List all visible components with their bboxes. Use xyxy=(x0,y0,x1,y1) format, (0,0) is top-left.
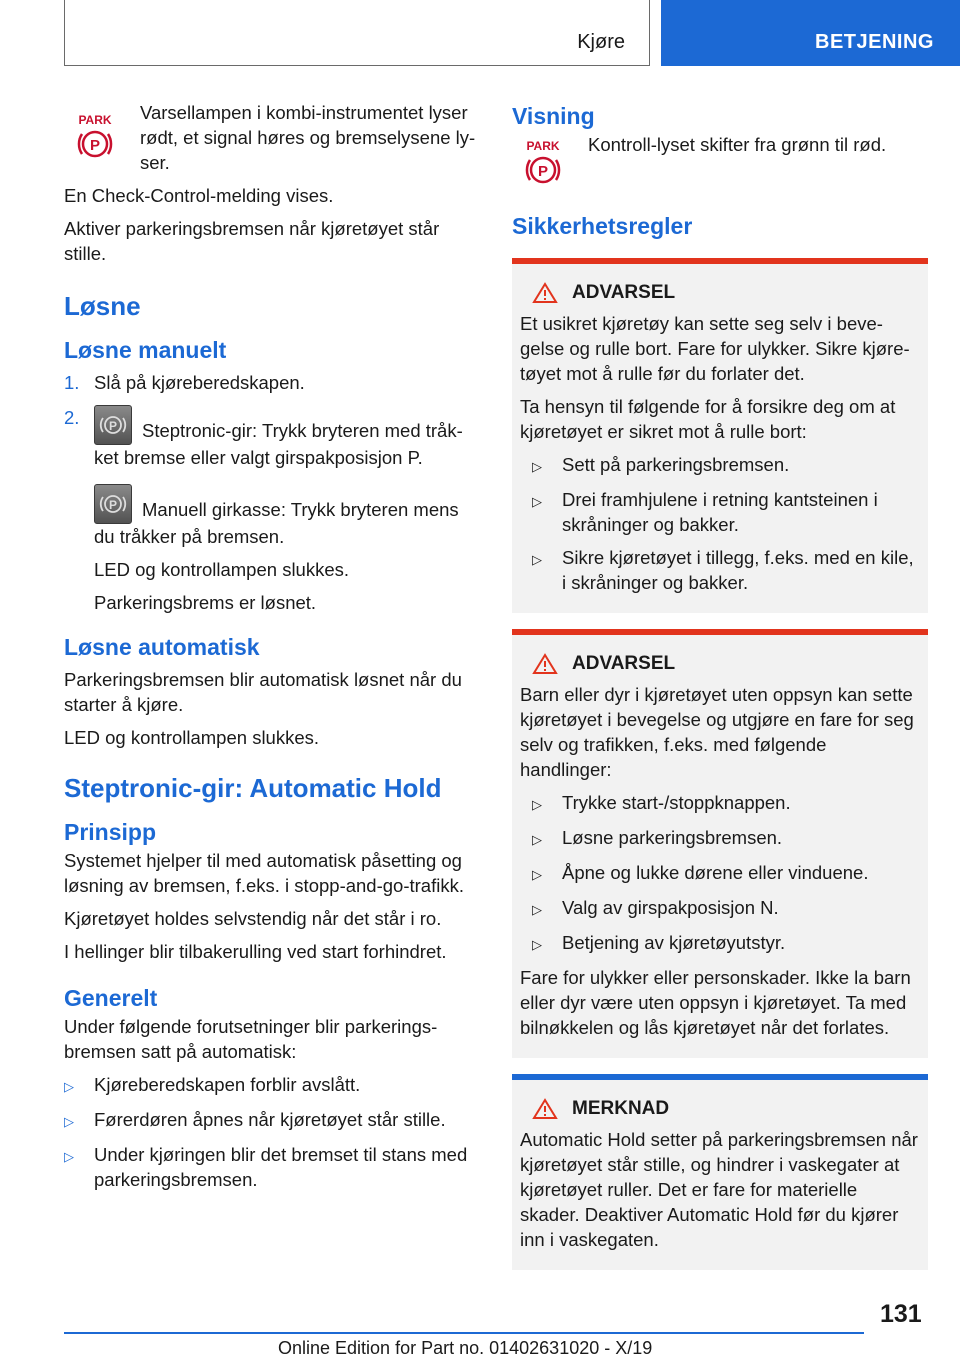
note-text: Automatic Hold setter på parkeringsbremsen når kjøretøyet står stille, og hindrer i vaskegater at kjøretøyet ruller. Det er fare for materielle skader. Deaktiver Automatic Hold før du kjører inn i vaskegaten. xyxy=(520,1129,918,1250)
released-text: Parkeringsbrems er løsnet. xyxy=(94,592,317,613)
heading-losne: Løsne xyxy=(64,291,141,321)
warning-box xyxy=(512,629,928,1058)
warning-text: Barn eller dyr i kjøretøyet uten oppsyn kan sette kjøretøyet i bevegelse og utgjøre en fare for seg selv og trafikken, f.eks. med følgende handlinger: xyxy=(520,684,914,780)
warning-title: ADVARSEL xyxy=(572,282,676,303)
generelt-list xyxy=(64,1072,480,1192)
auto-text: Parkeringsbremsen blir automatisk løsnet når du starter å kjøre. xyxy=(64,669,462,715)
step-text: Steptronic-gir: Trykk bryteren med tråkket bremse eller valgt girspakposisjon P. xyxy=(94,420,463,468)
activate-text: Aktiver parkeringsbremsen når kjøretøyet står stille. xyxy=(64,218,440,264)
manual-gearbox-text: Manuell girkasse: Trykk bryteren mens du tråkker på bremsen. xyxy=(94,499,459,547)
prinsipp-text-2: Kjøretøyet holdes selvstendig når det står i ro. xyxy=(64,908,442,929)
list-item-text: Drei framhjulene i retning kantsteinen i skråninger og bakker. xyxy=(562,489,878,535)
section-title: Kjøre xyxy=(577,31,625,53)
park-warning-row xyxy=(64,100,480,175)
bullet-triangle-icon: ▷ xyxy=(532,552,542,567)
list-item xyxy=(520,790,920,817)
list-item xyxy=(64,370,480,395)
warning-text: Fare for ulykker eller personskader. Ikke la barn eller dyr være uten oppsyn i kjøretøyet. Ta med bilnøkkelen og lås kjøretøyet når det forlates. xyxy=(520,967,911,1038)
generelt-text: Under følgende forutsetninger blir parkeringsbremsen satt på automatisk: xyxy=(64,1016,438,1062)
list-item-text: Sikre kjøretøyet i tillegg, f.eks. med en kile, i skråninger og bakker. xyxy=(562,547,914,593)
manual-gearbox-row xyxy=(64,484,480,549)
list-item-text: Trykke start-/stoppknappen. xyxy=(562,792,791,813)
list-item xyxy=(520,545,920,595)
svg-text:P: P xyxy=(108,498,118,512)
visning-row xyxy=(512,132,928,190)
bullet-triangle-icon: ▷ xyxy=(532,902,542,917)
warning-header xyxy=(520,651,920,676)
svg-text:PARK: PARK xyxy=(78,113,112,127)
footer-edition: Online Edition for Part no. 01402631020 - X/19 xyxy=(278,1338,653,1358)
warning-text: Et usikret kjøretøy kan sette seg selv i bevegelse og rulle bort. Fare for ulykker. Sikre kjøretøyet mot å rulle før du forlater det. xyxy=(520,313,910,384)
header-section-box xyxy=(64,0,650,66)
heading-sikkerhetsregler: Sikkerhetsregler xyxy=(512,213,693,239)
parking-brake-button-icon xyxy=(94,405,132,445)
bullet-triangle-icon: ▷ xyxy=(532,832,542,847)
release-steps-list xyxy=(64,370,480,470)
svg-text:P: P xyxy=(89,137,101,154)
list-item xyxy=(64,1072,480,1099)
warning-list xyxy=(520,452,920,595)
note-title: MERKNAD xyxy=(572,1098,670,1119)
svg-text:P: P xyxy=(537,163,549,180)
bullet-triangle-icon: ▷ xyxy=(532,867,542,882)
warning-triangle-icon xyxy=(532,653,558,675)
heading-visning: Visning xyxy=(512,103,595,129)
heading-losne-automatisk: Løsne automatisk xyxy=(64,634,260,660)
warning-title: ADVARSEL xyxy=(572,653,676,674)
warning-header xyxy=(520,280,920,305)
chapter-tab[interactable]: BETJENING xyxy=(661,0,960,66)
list-item-text: Under kjøringen blir det bremset til stans med parkeringsbremsen. xyxy=(94,1144,468,1190)
led-off-text: LED og kontrollampen slukkes. xyxy=(94,559,350,580)
page-number: 131 xyxy=(880,1300,922,1328)
warning-list xyxy=(520,790,920,957)
list-item-text: Åpne og lukke dørene eller vinduene. xyxy=(562,862,869,883)
bullet-triangle-icon: ▷ xyxy=(64,1079,74,1094)
bullet-triangle-icon: ▷ xyxy=(532,459,542,474)
left-column xyxy=(64,100,480,1200)
svg-text:PARK: PARK xyxy=(526,139,560,153)
list-item xyxy=(64,1107,480,1134)
bullet-triangle-icon: ▷ xyxy=(532,937,542,952)
bullet-triangle-icon: ▷ xyxy=(64,1114,74,1129)
list-item-text: Betjening av kjøretøyutstyr. xyxy=(562,932,786,953)
heading-automatic-hold: Steptronic-gir: Automatic Hold xyxy=(64,773,442,803)
visning-text: Kontroll-lyset skifter fra grønn til rød. xyxy=(588,134,887,155)
svg-text:P: P xyxy=(108,419,118,433)
list-item xyxy=(64,405,480,470)
heading-losne-manuelt: Løsne manuelt xyxy=(64,337,227,363)
list-item xyxy=(520,930,920,957)
list-item xyxy=(520,895,920,922)
list-item xyxy=(520,452,920,479)
list-item xyxy=(520,825,920,852)
footer-divider xyxy=(64,1332,864,1334)
note-header xyxy=(520,1096,920,1121)
note-box xyxy=(512,1074,928,1270)
list-item xyxy=(520,860,920,887)
heading-generelt: Generelt xyxy=(64,985,158,1011)
list-item xyxy=(520,487,920,537)
park-warning-text: Varsellampen i kombi-instrumentet lyser rødt, et signal høres og bremselysene lyser. xyxy=(140,102,476,173)
list-item-text: Sett på parkeringsbremsen. xyxy=(562,454,790,475)
park-brake-warning-icon xyxy=(522,138,564,190)
warning-triangle-icon xyxy=(532,282,558,304)
right-column xyxy=(512,100,928,1286)
warning-triangle-icon xyxy=(532,1098,558,1120)
parking-brake-button-icon xyxy=(94,484,132,524)
prinsipp-text-3: I hellinger blir tilbakerulling ved start forhindret. xyxy=(64,941,447,962)
list-item-text: Løsne parkeringsbremsen. xyxy=(562,827,783,848)
check-control-text: En Check-Control-melding vises. xyxy=(64,185,334,206)
step-number: 1. xyxy=(64,372,80,393)
park-brake-warning-icon xyxy=(74,112,116,164)
bullet-triangle-icon: ▷ xyxy=(532,494,542,509)
list-item-text: Førerdøren åpnes når kjøretøyet står stille. xyxy=(94,1109,446,1130)
list-item-text: Valg av girspakposisjon N. xyxy=(562,897,779,918)
bullet-triangle-icon: ▷ xyxy=(532,797,542,812)
bullet-triangle-icon: ▷ xyxy=(64,1149,74,1164)
warning-text: Ta hensyn til følgende for å forsikre deg om at kjøretøyet er sikret mot å rulle bort: xyxy=(520,396,896,442)
list-item xyxy=(64,1142,480,1192)
step-text: Slå på kjørеberedskapen. xyxy=(94,372,305,393)
heading-prinsipp: Prinsipp xyxy=(64,819,157,845)
prinsipp-text-1: Systemet hjelper til med automatisk påsetting og løsning av bremsen, f.eks. i stopp-and-go-trafikk. xyxy=(64,850,464,896)
step-number: 2. xyxy=(64,407,80,428)
warning-box xyxy=(512,258,928,613)
list-item-text: Kjøreberedskapen forblir avslått. xyxy=(94,1074,361,1095)
auto-led-text: LED og kontrollampen slukkes. xyxy=(64,727,320,748)
